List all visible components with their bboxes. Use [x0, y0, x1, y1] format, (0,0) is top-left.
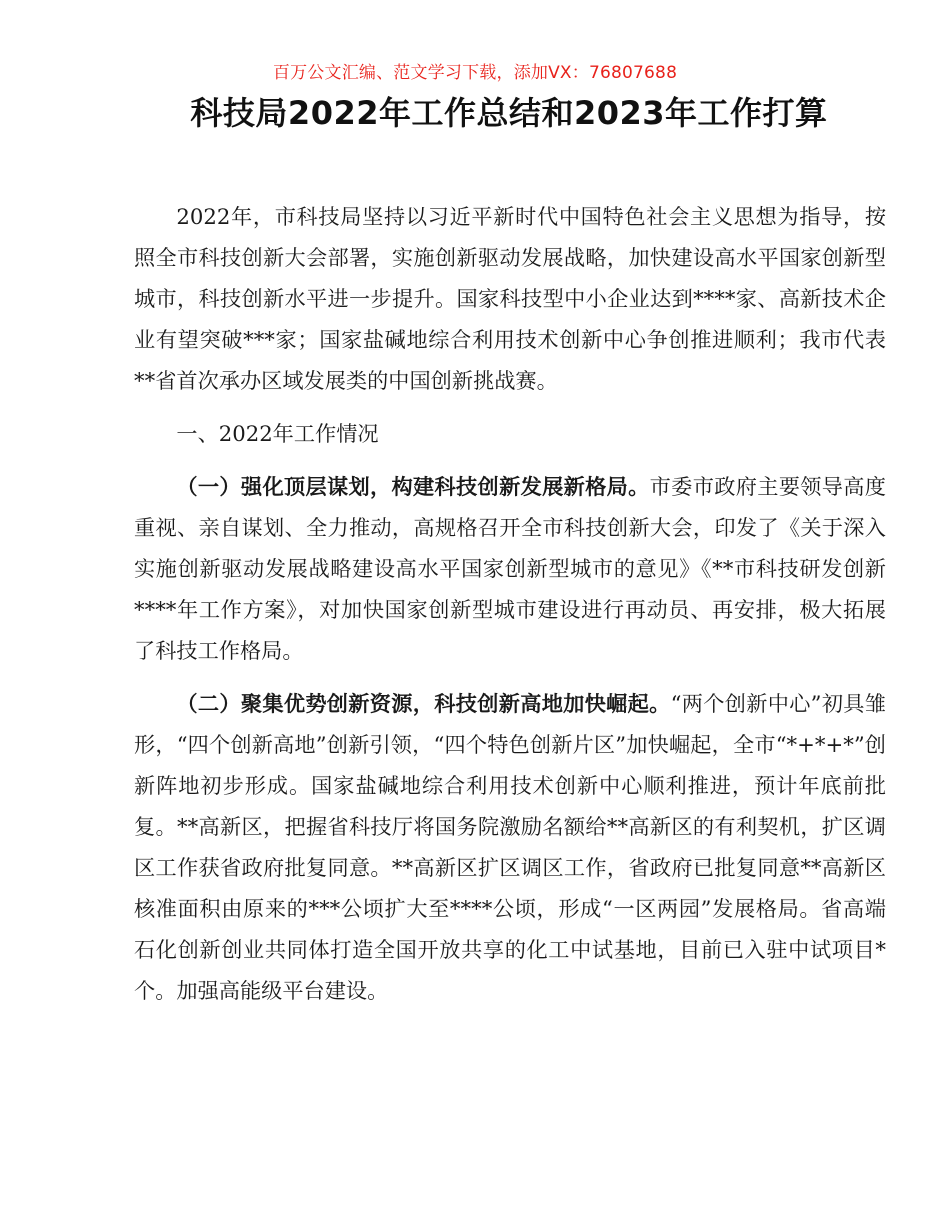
item-paragraph-2 — [134, 683, 886, 1011]
item-lead-1: （一）强化顶层谋划，构建科技创新发展新格局。 — [176, 474, 650, 499]
intro-paragraph: 2022年，市科技局坚持以习近平新时代中国特色社会主义思想为指导，按照全市科技创新大会部署，实施创新驱动发展战略，加快建设高水平国家创新型城市，科技创新水平进一步提升。国家科技型中小企业达到****家、高新技术企业有望突破***家；国家盐碱地综合利用技术创新中心争创推进顺利；我市代表**省首次承办区域发展类的中国创新挑战赛。 — [134, 204, 886, 393]
item-paragraph-1 — [134, 466, 886, 671]
document-title: 科技局2022年工作总结和2023年工作打算 — [190, 94, 828, 132]
item-lead-2: （二）聚集优势创新资源，科技创新高地加快崛起。 — [176, 691, 671, 716]
section-heading: 一、2022年工作情况 — [176, 421, 379, 446]
item-text-2: “两个创新中心”初具雏形，“四个创新高地”创新引领，“四个特色创新片区”加快崛起，全市“*+*+*”创新阵地初步形成。国家盐碱地综合利用技术创新中心顺利推进，预计年底前批复。**高新区，把握省科技厅将国务院激励名额给**高新区的有利契机，扩区调区工作获省政府批复同意。**高新区扩区调区工作，省政府已批复同意**高新区核准面积由原来的***公顷扩大至****公顷，形成“一区两园”发展格局。省高端石化创新创业共同体打造全国开放共享的化工中试基地，目前已入驻中试项目*个。加强高能级平台建设。 — [134, 691, 886, 1003]
document-body — [134, 196, 886, 1023]
watermark-text: 百万公文汇编、范文学习下载，添加VX：76807688 — [272, 63, 678, 83]
item-text-1: 市委市政府主要领导高度重视、亲自谋划、全力推动，高规格召开全市科技创新大会，印发了《关于深入实施创新驱动发展战略建设高水平国家创新型城市的意见》《**市科技研发创新****年工作方案》，对加快国家创新型城市建设进行再动员、再安排，极大拓展了科技工作格局。 — [134, 474, 886, 663]
